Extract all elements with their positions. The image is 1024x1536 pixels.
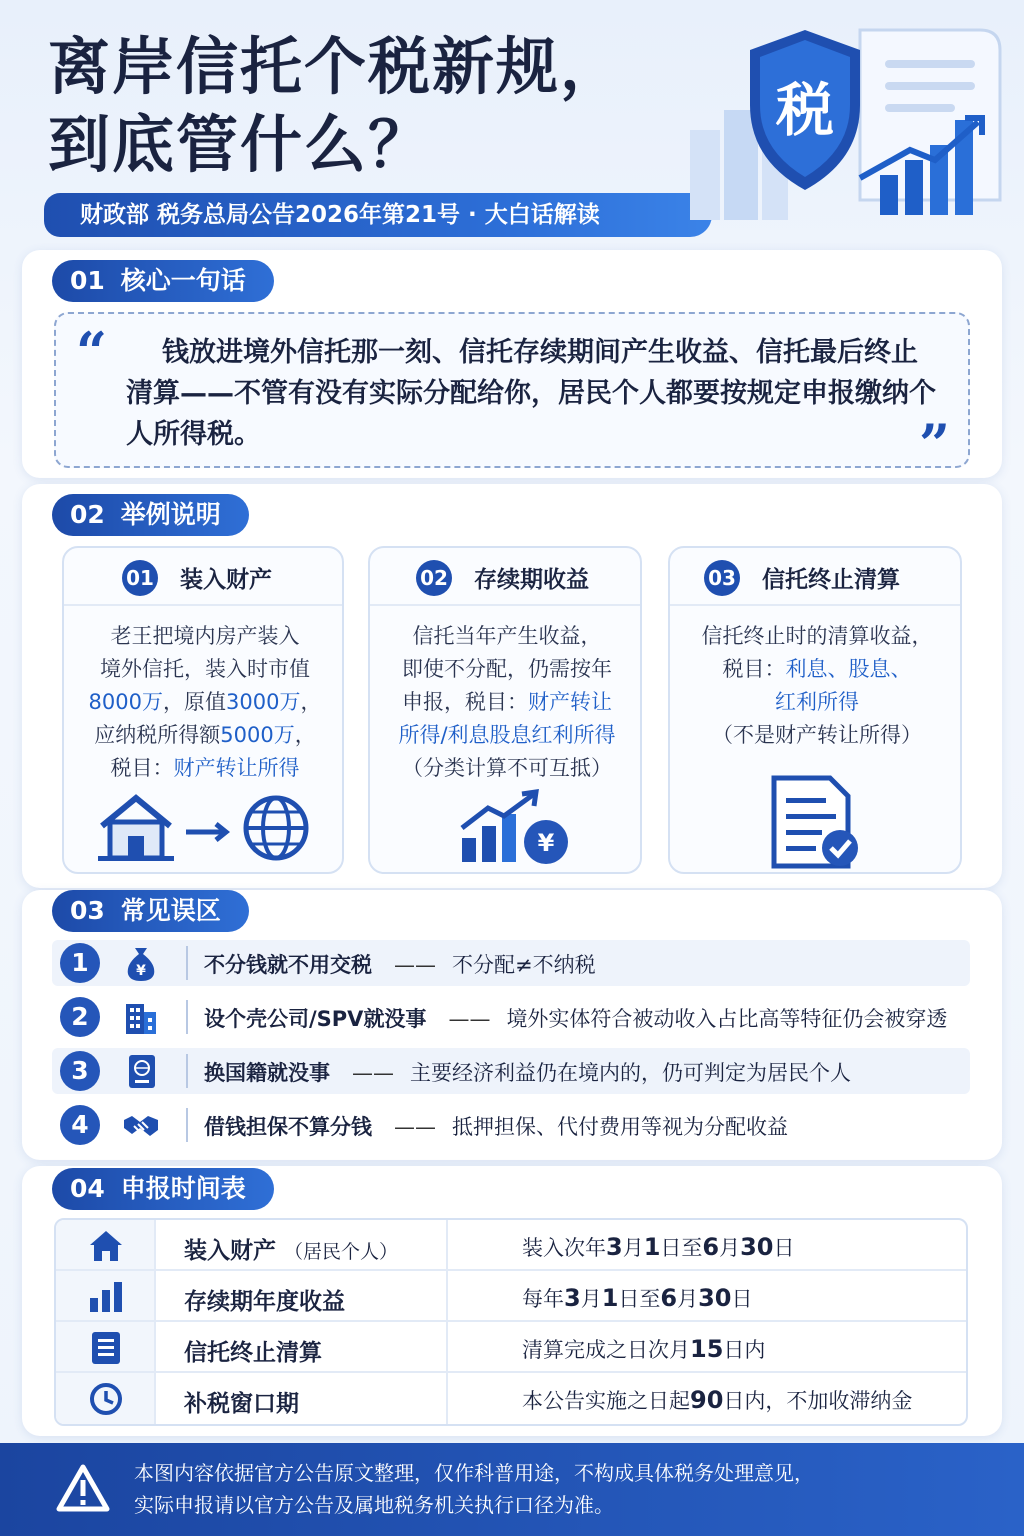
deadline-text: 日至 (660, 1236, 703, 1260)
row-name (184, 1385, 299, 1418)
section-1-tag (52, 260, 274, 302)
warning-icon (56, 1463, 110, 1513)
deadline-number: 30 (698, 1284, 732, 1312)
deadline-number: 3 (606, 1233, 623, 1261)
deadline-number: 15 (690, 1335, 724, 1363)
example-1-line: 老王把境内房产装入 (110, 624, 300, 648)
column-divider (446, 1220, 448, 1269)
tax-category: 财产转让 (528, 690, 612, 714)
svg-text:¥: ¥ (136, 963, 146, 979)
divider (186, 1000, 188, 1034)
subtitle-bar: 财政部 税务总局公告2026年第21号 · 大白话解读 (44, 193, 712, 237)
dash: —— (352, 1061, 394, 1085)
building-icon (122, 998, 160, 1036)
tax-category: 利息、股息、 (785, 657, 912, 681)
dash: —— (448, 1007, 491, 1031)
deadline-text: 日 (731, 1287, 753, 1311)
row-name-text: 信托终止清算 (184, 1340, 322, 1366)
section-4-num: 04 (70, 1174, 105, 1203)
example-2-title: 存续期收益 (474, 567, 589, 593)
document-icon (88, 1331, 124, 1365)
deadline-text: 月 (622, 1236, 644, 1260)
table-row (56, 1373, 966, 1424)
row-deadline (522, 1334, 765, 1364)
section-2-tag (52, 494, 249, 536)
misconception-num: 3 (60, 1051, 100, 1091)
example-1-body (74, 620, 336, 785)
example-1-text: 税目： (110, 756, 174, 780)
title-line-1: 离岸信托个税新规， (48, 30, 625, 103)
deadline-text: 装入次年 (522, 1236, 606, 1260)
row-deadline (522, 1385, 912, 1415)
growth-chart-yen-icon (456, 788, 576, 868)
deadline-number: 90 (690, 1386, 724, 1414)
fact-text: 抵押担保、代付费用等视为分配收益 (452, 1115, 788, 1139)
row-icon-cell (56, 1322, 156, 1371)
row-icon-cell (56, 1373, 156, 1424)
example-2-line: 信托当年产生收益， (412, 624, 602, 648)
example-2-text: 申报，税目： (402, 690, 528, 714)
bar-chart-icon (88, 1280, 124, 1314)
misconception-row (52, 1102, 970, 1148)
myth-text: 不分钱就不用交税 (204, 953, 372, 977)
disclaimer-text (134, 1457, 994, 1521)
deadline-text: 本公告实施之日起 (522, 1389, 690, 1413)
misconception-row (52, 1048, 970, 1094)
example-3-body (680, 620, 954, 752)
example-1-text: 应纳税所得额 (94, 723, 221, 747)
tax-shield-illustration (660, 0, 1024, 250)
deadline-number: 1 (643, 1233, 661, 1261)
deadline-text: 日内，不加收滞纳金 (723, 1389, 913, 1413)
row-deadline (522, 1283, 753, 1313)
page-title (48, 28, 624, 184)
disclaimer-line: 实际申报请以官方公告及属地税务机关执行口径为准。 (134, 1493, 614, 1517)
section-4-tag (52, 1168, 274, 1210)
example-1-text: ，原值 (163, 690, 226, 714)
section-1-label: 核心一句话 (120, 266, 246, 295)
myth-text: 借钱担保不算分钱 (204, 1115, 372, 1139)
example-card-2 (368, 546, 642, 874)
example-3-line: （不是财产转让所得） (712, 723, 922, 747)
example-1-title: 装入财产 (180, 567, 272, 593)
document-check-icon (768, 774, 868, 870)
tax-badge-text: 税 (775, 76, 835, 144)
original-value: 3000万 (226, 690, 301, 714)
fact-text: 主要经济利益仍在境内的，仍可判定为居民个人 (410, 1061, 851, 1085)
deadline-text: 日至 (618, 1287, 661, 1311)
example-card-1 (62, 546, 344, 874)
example-3-header (670, 548, 960, 606)
example-1-num: 01 (122, 560, 158, 596)
clock-icon (88, 1382, 124, 1416)
misconception-row (52, 940, 970, 986)
row-name (184, 1334, 322, 1367)
row-name-text: 补税窗口期 (184, 1391, 299, 1417)
core-quote-text: 钱放进境外信托那一刻、信托存续期间产生收益、信托最后终止清算——不管有没有实际分配给你，居民个人都要按规定申报缴纳个人所得税。 (126, 337, 936, 450)
disclaimer-footer (0, 1443, 1024, 1536)
tax-category: 财产转让所得 (173, 756, 300, 780)
dash: —— (394, 1115, 436, 1139)
money-bag-icon (122, 944, 160, 982)
row-icon-cell (56, 1271, 156, 1320)
dash: —— (394, 953, 436, 977)
deadline-number: 1 (601, 1284, 619, 1312)
example-card-3 (668, 546, 962, 874)
myth-text: 换国籍就没事 (204, 1061, 330, 1085)
misconception-text (204, 1057, 851, 1087)
section-filing-schedule (22, 1166, 1002, 1436)
misconception-num: 4 (60, 1105, 100, 1145)
passport-icon (122, 1052, 160, 1090)
deadline-text: 日内 (723, 1338, 766, 1362)
section-2-label: 举例说明 (120, 500, 221, 529)
row-note: （居民个人） (284, 1241, 399, 1263)
myth-text: 设个壳公司/SPV就没事 (204, 1007, 427, 1031)
column-divider (446, 1271, 448, 1320)
divider (186, 946, 188, 980)
hero-banner (0, 0, 1024, 250)
example-3-title: 信托终止清算 (762, 567, 900, 593)
example-2-line: （分类计算不可互抵） (402, 756, 612, 780)
quote-box (54, 312, 970, 476)
row-name (184, 1283, 345, 1316)
deadline-number: 3 (564, 1284, 581, 1312)
misconception-text (204, 1003, 947, 1033)
title-line-2: 到底管什么？ (48, 108, 433, 181)
taxable-income: 5000万 (220, 723, 295, 747)
column-divider (446, 1322, 448, 1371)
disclaimer-line: 本图内容依据官方公告原文整理，仅作科普用途，不构成具体税务处理意见， (134, 1461, 814, 1485)
row-name (184, 1232, 398, 1265)
example-2-header (370, 548, 640, 606)
table-row (56, 1271, 966, 1322)
example-1-text: ， (294, 723, 316, 747)
deadline-number: 30 (740, 1233, 774, 1261)
example-1-header (64, 548, 342, 606)
home-icon (88, 1229, 124, 1263)
deadline-text: 每年 (522, 1287, 564, 1311)
example-3-text: 税目： (722, 657, 786, 681)
deadline-text: 月 (580, 1287, 602, 1311)
close-quote-icon: ” (918, 412, 950, 476)
divider (186, 1054, 188, 1088)
row-name-text: 装入财产 (184, 1238, 276, 1264)
table-row (56, 1220, 966, 1271)
example-3-line: 信托终止时的清算收益， (701, 624, 933, 648)
example-1-line: 境外信托，装入时市值 (100, 657, 310, 681)
fact-text: 境外实体符合被动收入占比高等特征仍会被穿透 (506, 1007, 948, 1031)
house-to-globe-icon (94, 792, 324, 864)
deadline-number: 6 (660, 1284, 678, 1312)
section-2-num: 02 (70, 500, 105, 529)
handshake-icon (122, 1106, 160, 1144)
misconception-num: 1 (60, 943, 100, 983)
section-core-sentence (22, 250, 1002, 478)
deadline-text: 清算完成之日次月 (522, 1338, 690, 1362)
yen-symbol: ¥ (537, 829, 555, 857)
market-value: 8000万 (88, 690, 163, 714)
row-deadline (522, 1232, 795, 1262)
deadline-number: 6 (702, 1233, 720, 1261)
example-1-text: ， (300, 690, 322, 714)
section-examples (22, 484, 1002, 888)
open-quote-icon: “ (76, 320, 108, 384)
tax-category-cont: 红利所得 (775, 690, 859, 714)
tax-category-cont: 所得/利息股息红利所得 (398, 723, 616, 747)
misconception-row (52, 994, 970, 1040)
deadline-text: 月 (719, 1236, 741, 1260)
schedule-table (54, 1218, 968, 1426)
deadline-text: 日 (773, 1236, 795, 1260)
example-3-num: 03 (704, 560, 740, 596)
example-2-line: 即使不分配，仍需按年 (402, 657, 612, 681)
section-1-num: 01 (70, 266, 105, 295)
fact-text: 不分配≠不纳税 (452, 953, 596, 977)
misconception-text (204, 1111, 788, 1141)
misconception-num: 2 (60, 997, 100, 1037)
section-4-label: 申报时间表 (120, 1174, 246, 1203)
section-3-label: 常见误区 (120, 896, 221, 925)
misconception-text (204, 949, 596, 979)
example-2-num: 02 (416, 560, 452, 596)
divider (186, 1108, 188, 1142)
row-icon-cell (56, 1220, 156, 1269)
column-divider (446, 1373, 448, 1424)
section-3-num: 03 (70, 896, 105, 925)
table-row (56, 1322, 966, 1373)
deadline-text: 月 (677, 1287, 699, 1311)
row-name-text: 存续期年度收益 (184, 1289, 345, 1315)
section-3-tag (52, 890, 249, 932)
section-misconceptions (22, 890, 1002, 1160)
example-2-body (380, 620, 634, 785)
